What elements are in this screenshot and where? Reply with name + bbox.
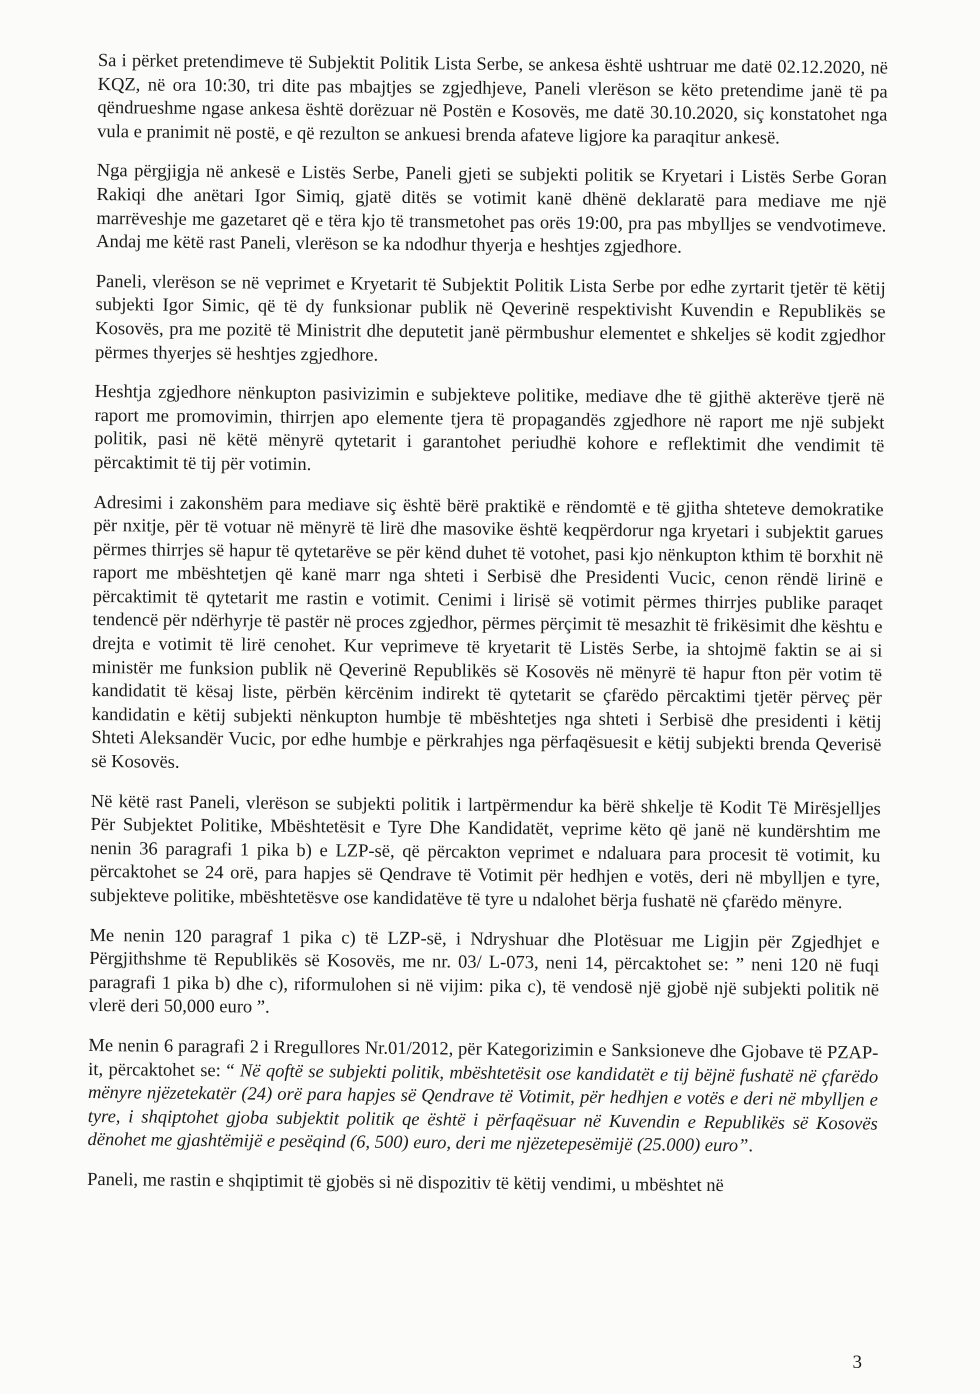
paragraph-media-address: Adresimi i zakonshëm para mediave siç është bërë praktikë e rëndomtë e të gjitha shteteve demokratike për nxitje, për të votuar në mënyrë të lirë dhe masovike është keqpërdorur nga kryetari i subjektit garues përmes thirrjes së hapur të qytetarëve se për kënd duhet të votohet, pasi kjo nënkupton kthim të borxhit në raport me mbështetjen që kanë marr nga shteti i Serbisë dhe Presidenti Vucic, cenon rëndë lirinë e përcaktimit të qytetarit me rastin e votimit. Cenimi i lirisë së votimit përmes thirrjes publike paraqet tendencë për ndërhyrje të pastër në proces zgjedhor, përmes përçimit të mesazhit të frikësimit dhe kështu e drejta e votimit të lirë cenohet. Kur veprimeve të kryetarit të Listës Serbe, ia shtojmë faktin se ai si ministër me funksion publik në Qeverinë Republikës së Kosovës në mënyrë të hapur fton për votim të kandidatit të kësaj liste, përbën kërcënim indirekt të qytetarit se çfarëdo përcaktimi tjetër përveç për kandidatin e këtij subjekti nënkupton humbje të mbështetjes nga shteti i Serbisë dhe presidenti i këtij Shteti Aleksandër Vucic, por edhe humbje e përkrahjes nga përfaqësuesit e këtij subjekti brenda Qeverisë së Kosovës. xyxy=(91,492,884,773)
sanctions-end: . xyxy=(748,1136,754,1157)
paragraph-article-120: Me nenin 120 paragraf 1 pika c) të LZP-së, i Ndryshuar dhe Plotësuar me Ligjin për Zgjedhjet e Përgjithshme të Republikës së Kosovës, me nr. 03/ L-073, neni 14, përcaktohet se: ” neni 120 në fuqi paragrafi 1 pika b) dhe c), riformulohen si në vijim: pika c), të vendosë një gjobë një subjekti politik në vlerë deri 50,000 euro ”. xyxy=(88,925,880,1019)
paragraph-final: Paneli, me rastin e shqiptimit të gjobës si në dispozitiv të këtij vendimi, u mbështet në xyxy=(87,1169,724,1196)
sanctions-lead: Me nenin 6 paragrafi 2 i Rregullores Nr.01/2012, për Kategorizimin e Sanksioneve dhe Gjobave të PZAP-it, përcaktohet se: “ xyxy=(88,1035,879,1081)
paragraph-officials-actions: Paneli, vlerëson se në veprimet e Kryetarit të Subjektit Politik Lista Serbe por edhe zyrtarit tjetër të këtij subjekti Igor Simic, që të dy funksionar publik në Qeverinë respektivisht Kuvendin e Republikës se Kosovës, pra me pozitë të Ministrit dhe deputetit janë përmbushur elementet e shkeljes së kodit zgjedhor përmes thyerjes së heshtjes zgjedhore. xyxy=(94,271,886,366)
paragraph-code-violation: Në këtë rast Paneli, vlerëson se subjekti politik i lartpërmendur ka bërë shkelje të Kodit Të Mirësjelljes Për Subjektet Politike, Mbështetësit e Tyre Dhe Kandidatët, veprime këto që janë në kundërshtim me nenin 36 paragrafi 1 pika b) e LZP-së, që përcakton veprimet e ndaluara para procesit të votimit, ku përcaktohet se 24 orë, para hapjes së Qendrave të Votimit për hedhjen e votës, deri në mbylljen e tyre, subjekteve politike, mbështetësve ose kandidatëve të tyre u ndalohet bërja fushatë në çfarëdo mënyre. xyxy=(89,791,881,914)
paragraph-silence-breach: Nga përgjigja në ankesë e Listës Serbe, Paneli gjeti se subjekti politik se Kryetari i Listës Serbe Goran Rakiqi dhe anëtari Igor Simiq, gjatë ditës se votimit kanë dhënë deklaratë para mediave me një marrëveshje me gazetaret që e tëra kjo të transmetohet pas orës 19:00, pra pas mbylljes se vendvotimeve. Andaj me këtë rast Paneli, vlerëson se ka ndodhur thyerja e heshtjes zgjedhore. xyxy=(96,161,887,258)
document-body xyxy=(87,50,888,1216)
paragraph-regulation-sanctions xyxy=(87,1035,878,1161)
page-number: 3 xyxy=(852,1352,862,1373)
paragraph-complaint-deadline: Sa i përket pretendimeve të Subjektit Politik Lista Serbe, se ankesa është ushtruar me datë 02.12.2020, në KQZ, në ora 10:30, tri dite pas mbajtjes se zgjedhjeve, Paneli vlerëson se këto pretendime janë të pa qëndrueshme ngase ankesa është dorëzuar në Postën e Kosovës, me datë 30.10.2020, siç konstatohet nga vula e pranimit në postë, e që rezulton se ankuesi brenda afateve ligjore ka paraqitur ankesë. xyxy=(97,50,888,149)
sanctions-quote: Në qoftë se subjekti politik, mbështetësit ose kandidatët e tij bëjnë fushatë në çfarëdo mënyre njëzetekatër (24) orë para hapjes së Qendrave të Votimit, për hedhjen e votës e deri në mbylljen e tyre, i shqiptohet gjoba subjektit politik qe është i përfaqësuar në Kuvendin e Republikës së Kosovës dënohet me gjashtëmijë e pesëqind (6, 500) euro, deri me njëzetepesëmijë (25.000) euro” xyxy=(87,1060,879,1157)
paragraph-electoral-silence-definition: Heshtja zgjedhore nënkupton pasivizimin e subjekteve politike, mediave dhe të gjithë akterëve tjerë në raport me promovimin, thirrjen apo elemente tjera të propagandës zgjedhore në raport me një subjekt politik, pasi në këtë mënyrë qytetarit i garantohet periudhë kohore e reflektimit dhe vendimit të përcaktimit të tij për votimin. xyxy=(93,382,885,475)
